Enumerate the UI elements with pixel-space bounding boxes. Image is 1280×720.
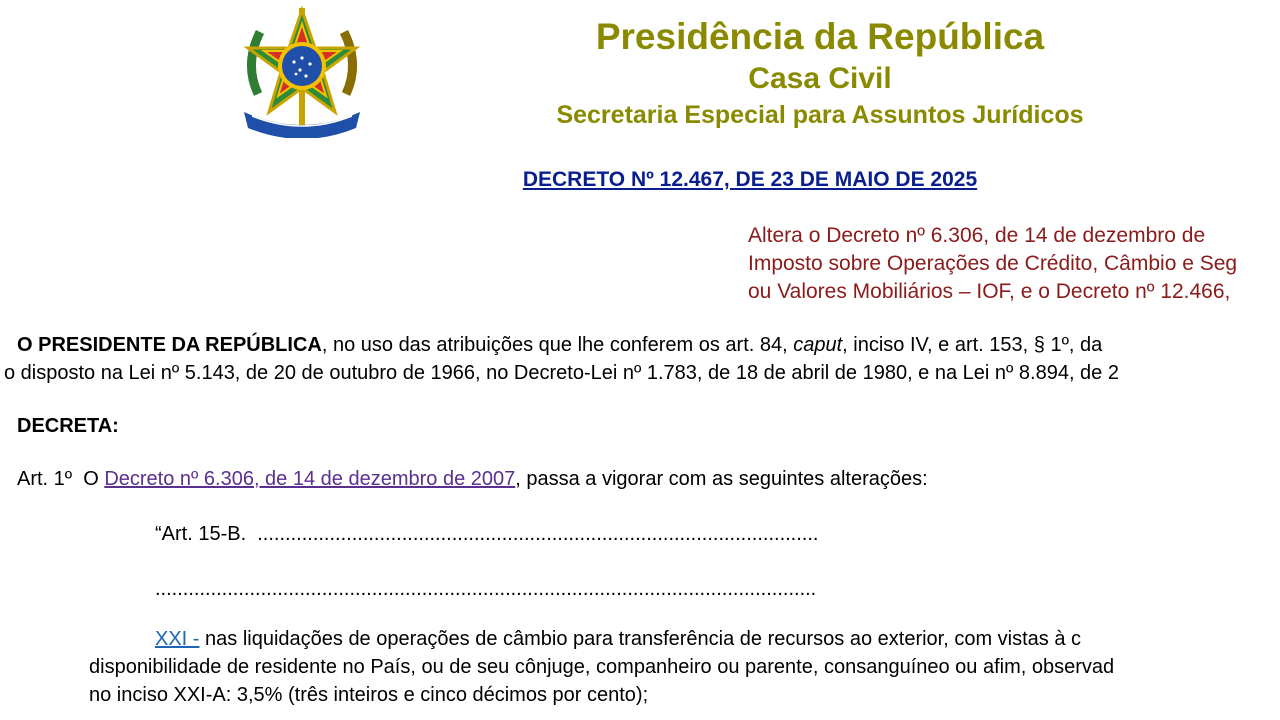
- header-secretaria: Secretaria Especial para Assuntos Jurídicos: [556, 101, 1084, 129]
- inciso-xxi-line-2: disponibilidade de residente no País, ou de seu cônjuge, companheiro ou parente, consanguíneo ou afim, observad: [89, 656, 1115, 678]
- ementa-line-1: Altera o Decreto nº 6.306, de 14 de dezembro de: [748, 224, 1206, 247]
- article-1-suffix: , passa a vigorar com as seguintes alterações:: [515, 468, 928, 490]
- preamble-text-1: , no uso das atribuições que lhe conferem os art. 84,: [321, 334, 794, 356]
- caput-text: caput: [793, 334, 843, 356]
- article-1: [17, 468, 928, 491]
- article-1-prefix: Art. 1º O: [17, 468, 105, 490]
- preamble-text-2: , inciso IV, e art. 153, § 1º, da: [842, 334, 1103, 356]
- ementa-line-3: ou Valores Mobiliários – IOF, e o Decreto nº 12.466,: [748, 280, 1231, 303]
- coat-of-arms-emblem: [238, 4, 366, 138]
- decree-title-link[interactable]: DECRETO Nº 12.467, DE 23 DE MAIO DE 2025: [522, 168, 978, 191]
- inciso-xxi-line-3: no inciso XXI-A: 3,5% (três inteiros e cinco décimos por cento);: [89, 684, 649, 706]
- header-presidencia: Presidência da República: [595, 16, 1045, 57]
- inciso-xxi-link[interactable]: XXI -: [155, 628, 200, 650]
- decreta-heading: DECRETA:: [17, 415, 119, 437]
- president-heading: O PRESIDENTE DA REPÚBLICA: [17, 334, 322, 356]
- preamble-line-2: o disposto na Lei nº 5.143, de 20 de outubro de 1966, no Decreto-Lei nº 1.783, de 18 de abril de 1980, e na Lei nº 8.894, de 2: [4, 362, 1119, 384]
- inciso-xxi-line-1: [155, 628, 1081, 651]
- header-casa-civil: Casa Civil: [748, 62, 892, 95]
- ementa-line-2: Imposto sobre Operações de Crédito, Câmbio e Seg: [748, 252, 1238, 275]
- article-15b-line: “Art. 15-B. .....................................................................................................: [155, 523, 819, 545]
- decree-6306-link[interactable]: Decreto nº 6.306, de 14 de dezembro de 2007: [104, 468, 516, 490]
- omitted-text-dots: .......................................................................................................................: [155, 578, 817, 600]
- preamble-line-1: [17, 334, 1102, 357]
- inciso-xxi-text-1: nas liquidações de operações de câmbio para transferência de recursos ao exterior, com vistas à c: [199, 628, 1082, 650]
